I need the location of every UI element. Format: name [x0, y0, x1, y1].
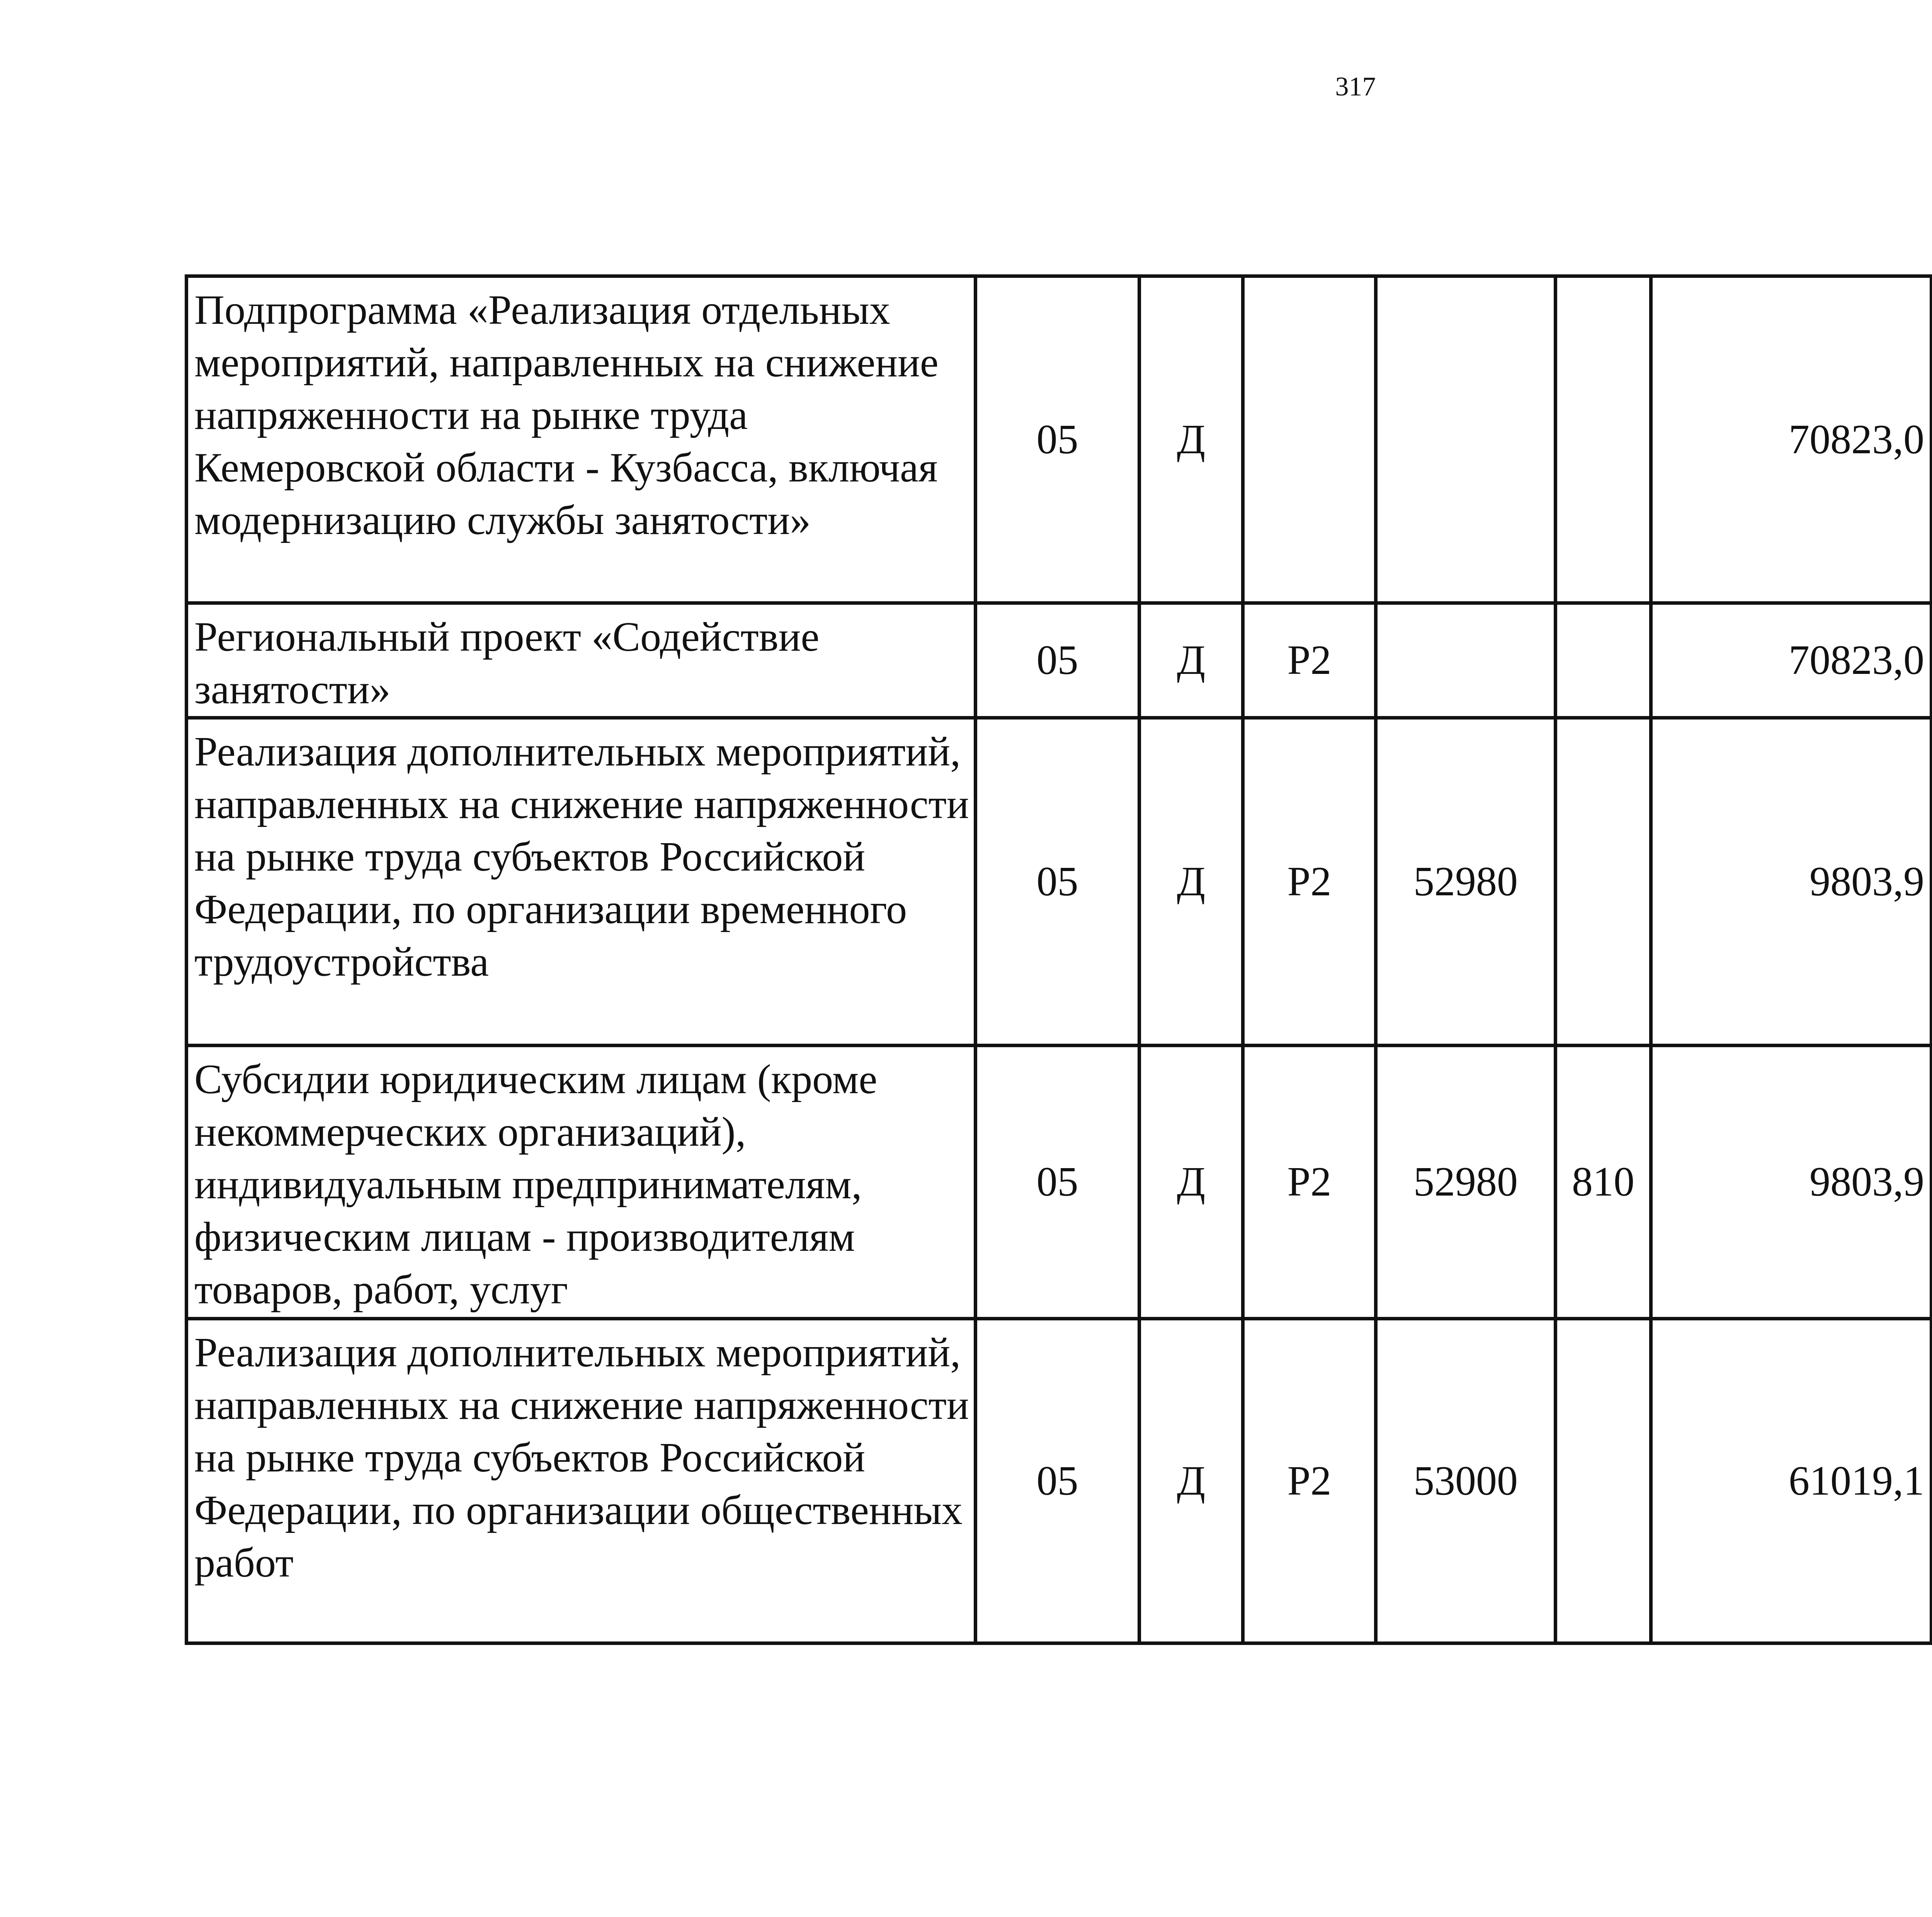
- row-description-cell: [187, 718, 976, 1046]
- section-code-cell: 05: [976, 603, 1139, 718]
- section-code-cell: 05: [976, 1046, 1139, 1319]
- row-description-cell: [187, 603, 976, 718]
- expense-type-cell: [1556, 276, 1651, 603]
- row-description-cell: [187, 1319, 976, 1643]
- program-code-cell: Д: [1139, 603, 1243, 718]
- direction-code-cell: 52980: [1376, 1046, 1556, 1319]
- row-description-cell: [187, 1046, 976, 1319]
- page-number: 317: [1335, 72, 1376, 102]
- table-row: [187, 1319, 1932, 1643]
- project-code-cell: [1243, 276, 1376, 603]
- expense-type-cell: 810: [1556, 1046, 1651, 1319]
- amount-cell: 70823,0: [1651, 603, 1932, 718]
- budget-table: [185, 274, 1932, 1645]
- table-row: [187, 1046, 1932, 1319]
- program-code-cell: Д: [1139, 718, 1243, 1046]
- project-code-cell: P2: [1243, 603, 1376, 718]
- row-description-cell: [187, 276, 976, 603]
- section-code-cell: 05: [976, 1319, 1139, 1643]
- direction-code-cell: 52980: [1376, 718, 1556, 1046]
- row-description: Региональный проект «Содействие занятости»: [194, 614, 820, 713]
- program-code-cell: Д: [1139, 1046, 1243, 1319]
- direction-code-cell: 53000: [1376, 1319, 1556, 1643]
- direction-code-cell: [1376, 276, 1556, 603]
- expense-type-cell: [1556, 603, 1651, 718]
- project-code-cell: P2: [1243, 718, 1376, 1046]
- project-code-cell: P2: [1243, 1319, 1376, 1643]
- table-row: [187, 276, 1932, 603]
- section-code-cell: 05: [976, 276, 1139, 603]
- row-description: Субсидии юридическим лицам (кроме некоммерческих организаций), индивидуальным предпринимателям, физическим лицам - производителям товаров, работ, услуг: [194, 1056, 878, 1313]
- table-row: [187, 718, 1932, 1046]
- row-description: Реализация дополнительных мероприятий, направленных на снижение напряженности на рынке труда субъектов Российской Федерации, по организации общественных работ: [194, 1330, 969, 1586]
- program-code-cell: Д: [1139, 276, 1243, 603]
- table-row: [187, 603, 1932, 718]
- section-code-cell: 05: [976, 718, 1139, 1046]
- amount-cell: 61019,1: [1651, 1319, 1932, 1643]
- row-description: Подпрограмма «Реализация отдельных мероприятий, направленных на снижение напряженности на рынке труда Кемеровской области - Кузбасса, включая модернизацию службы занятости»: [194, 287, 939, 543]
- expense-type-cell: [1556, 718, 1651, 1046]
- direction-code-cell: [1376, 603, 1556, 718]
- expense-type-cell: [1556, 1319, 1651, 1643]
- amount-cell: 70823,0: [1651, 276, 1932, 603]
- amount-cell: 9803,9: [1651, 718, 1932, 1046]
- project-code-cell: P2: [1243, 1046, 1376, 1319]
- amount-cell: 9803,9: [1651, 1046, 1932, 1319]
- program-code-cell: Д: [1139, 1319, 1243, 1643]
- row-description: Реализация дополнительных мероприятий, направленных на снижение напряженности на рынке труда субъектов Российской Федерации, по организации временного трудоустройства: [194, 729, 969, 985]
